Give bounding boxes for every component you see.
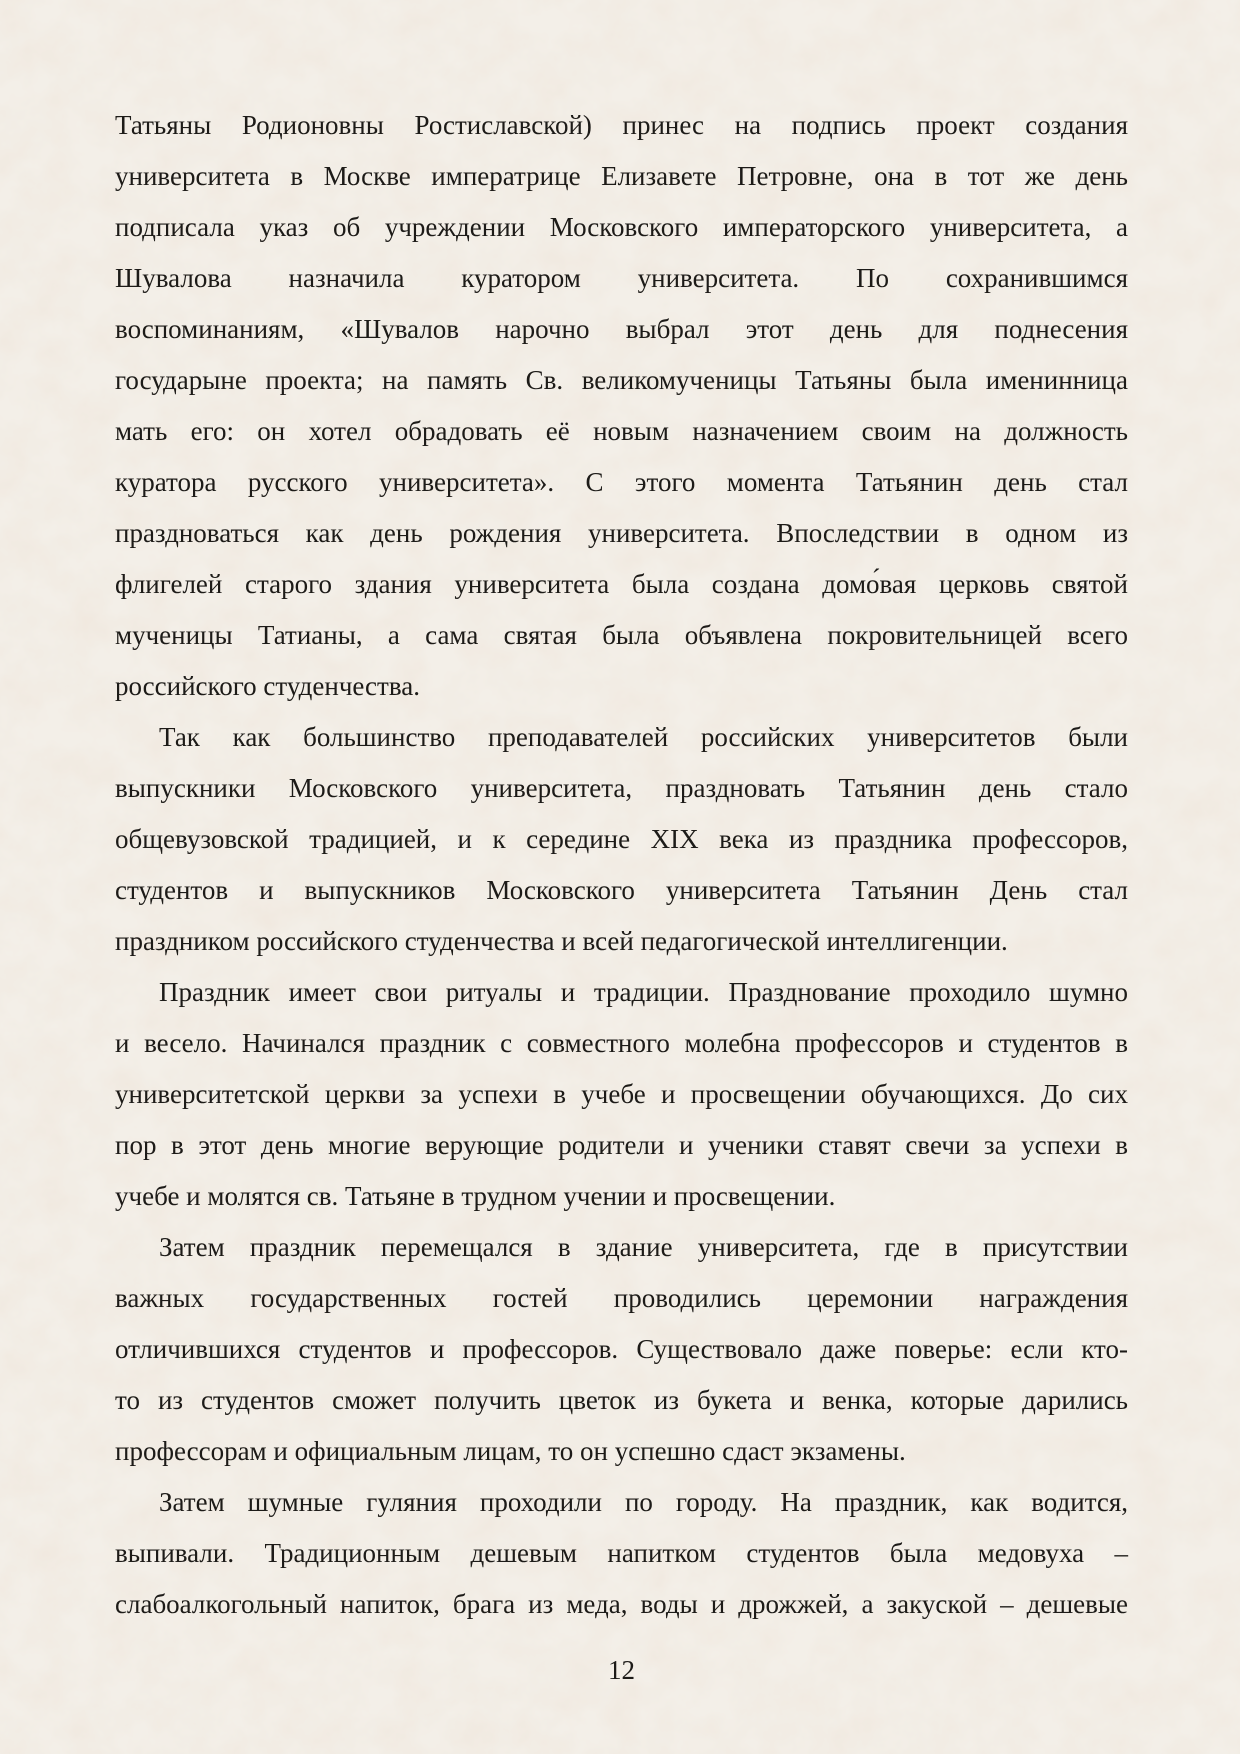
text-line: флигелей старого здания университета была создана домо́вая церковь святой — [115, 569, 1128, 599]
text-line: выпивали. Традиционным дешевым напитком студентов была медовуха – — [115, 1538, 1128, 1568]
text-line: отличившихся студентов и профессоров. Существовало даже поверье: если кто- — [115, 1334, 1128, 1364]
text-line: праздником российского студенчества и всей педагогической интеллигенции. — [115, 926, 1008, 956]
text-line: Праздник имеет свои ритуалы и традиции. Празднование проходило шумно — [159, 977, 1128, 1007]
paragraph — [115, 1477, 1128, 1630]
text-line: общевузовской традицией, и к середине XIX века из праздника профессоров, — [115, 824, 1128, 854]
paragraph — [115, 1222, 1128, 1477]
text-line: мученицы Татианы, а сама святая была объявлена покровительницей всего — [115, 620, 1128, 650]
text-line: профессорам и официальным лицам, то он успешно сдаст экзамены. — [115, 1436, 906, 1466]
page-number: 12 — [608, 1655, 635, 1685]
text-line: Так как большинство преподавателей российских университетов были — [159, 722, 1128, 752]
text-line: университета в Москве императрице Елизавете Петровне, она в тот же день — [115, 161, 1128, 191]
text-line: то из студентов сможет получить цветок из букета и венка, которые дарились — [115, 1385, 1128, 1415]
paragraph — [115, 967, 1128, 1222]
text-line: Затем шумные гуляния проходили по городу. На праздник, как водится, — [159, 1487, 1128, 1517]
text-line: пор в этот день многие верующие родители и ученики ставят свечи за успехи в — [115, 1130, 1128, 1160]
text-line: воспоминаниям, «Шувалов нарочно выбрал этот день для поднесения — [115, 314, 1128, 344]
text-line: российского студенчества. — [115, 671, 420, 701]
text-line: подписала указ об учреждении Московского императорского университета, а — [115, 212, 1128, 242]
text-line: государыне проекта; на память Св. великомученицы Татьяны была именинница — [115, 365, 1128, 395]
text-line: куратора русского университета». С этого момента Татьянин день стал — [115, 467, 1128, 497]
text-line: выпускники Московского университета, праздновать Татьянин день стало — [115, 773, 1128, 803]
text-line: университетской церкви за успехи в учебе и просвещении обучающихся. До сих — [115, 1079, 1128, 1109]
text-line: Татьяны Родионовны Ростиславской) принес на подпись проект создания — [115, 110, 1128, 140]
paragraph — [115, 100, 1128, 712]
paragraph — [115, 712, 1128, 967]
text-line: слабоалкогольный напиток, брага из меда, воды и дрожжей, а закуской – дешевые — [115, 1589, 1128, 1619]
page-text — [115, 100, 1128, 1630]
text-line: важных государственных гостей проводились церемонии награждения — [115, 1283, 1128, 1313]
text-line: студентов и выпускников Московского университета Татьянин День стал — [115, 875, 1128, 905]
text-line: Затем праздник перемещался в здание университета, где в присутствии — [159, 1232, 1128, 1262]
text-line: Шувалова назначила куратором университета. По сохранившимся — [115, 263, 1128, 293]
text-line: праздноваться как день рождения университета. Впоследствии в одном из — [115, 518, 1128, 548]
page-footer — [115, 1645, 1128, 1696]
text-line: и весело. Начинался праздник с совместного молебна профессоров и студентов в — [115, 1028, 1128, 1058]
text-line: мать его: он хотел обрадовать её новым назначением своим на должность — [115, 416, 1128, 446]
text-line: учебе и молятся св. Татьяне в трудном учении и просвещении. — [115, 1181, 836, 1211]
